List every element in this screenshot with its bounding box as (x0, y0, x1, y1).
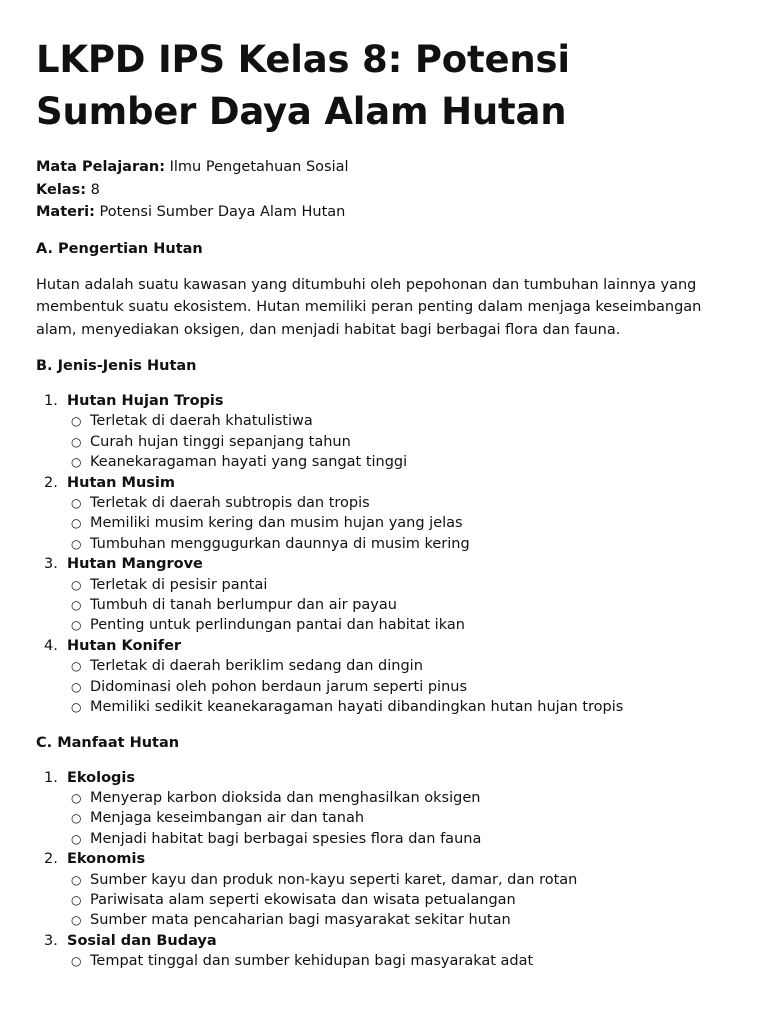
list-item (36, 391, 732, 473)
list-item-title: Sosial dan Budaya (67, 932, 217, 949)
sub-list-item (67, 870, 732, 890)
sub-list-text: Menyerap karbon dioksida dan menghasilkan oksigen (90, 789, 481, 806)
meta-label: Mata Pelajaran: (36, 159, 166, 175)
circle-bullet-icon: ○ (71, 913, 82, 928)
list-item-title: Hutan Musim (67, 474, 176, 491)
meta-value: Ilmu Pengetahuan Sosial (165, 159, 349, 175)
sub-list-item (67, 910, 732, 930)
sub-list-item (67, 534, 732, 554)
section-c-title: C. Manfaat Hutan (36, 734, 180, 751)
list-item-title: Ekonomis (67, 851, 146, 868)
sub-list-text: Pariwisata alam seperti ekowisata dan wisata petualangan (90, 891, 516, 908)
sub-list-item (67, 808, 732, 828)
sub-list-text: Terletak di daerah khatulistiwa (90, 413, 313, 430)
sub-list-text: Tumbuh di tanah berlumpur dan air payau (90, 597, 397, 614)
sub-list-text: Didominasi oleh pohon berdaun jarum seperti pinus (90, 678, 468, 695)
sub-list-text: Terletak di daerah subtropis dan tropis (90, 495, 370, 512)
section-a-title: A. Pengertian Hutan (36, 240, 203, 257)
sub-list (67, 951, 732, 971)
sub-list-item (67, 829, 732, 849)
sub-list-text: Sumber mata pencaharian bagi masyarakat sekitar hutan (90, 912, 511, 929)
list-item (36, 473, 732, 555)
circle-bullet-icon: ○ (71, 700, 82, 715)
sub-list-item (67, 890, 732, 910)
circle-bullet-icon: ○ (71, 598, 82, 613)
sub-list-text: Memiliki musim kering dan musim hujan yang jelas (90, 515, 463, 532)
sub-list (67, 656, 732, 717)
section-b-title: B. Jenis-Jenis Hutan (36, 358, 197, 374)
circle-bullet-icon: ○ (71, 679, 82, 694)
circle-bullet-icon: ○ (71, 659, 82, 674)
meta-subject (36, 156, 732, 179)
meta-value: Potensi Sumber Daya Alam Hutan (94, 204, 346, 220)
list-item-title: Ekologis (67, 769, 136, 786)
circle-bullet-icon: ○ (71, 790, 82, 805)
sub-list (67, 575, 732, 636)
sub-list-text: Memiliki sedikit keanekaragaman hayati dibandingkan hutan hujan tropis (90, 699, 624, 716)
circle-bullet-icon: ○ (71, 516, 82, 531)
sub-list-item (67, 575, 732, 595)
sub-list-text: Sumber kayu dan produk non-kayu seperti karet, damar, dan rotan (90, 871, 578, 888)
sub-list-text: Keanekaragaman hayati yang sangat tinggi (90, 454, 408, 471)
meta-topic (36, 201, 732, 224)
circle-bullet-icon: ○ (71, 536, 82, 551)
sub-list-item (67, 951, 732, 971)
sub-list-text: Terletak di pesisir pantai (90, 576, 268, 593)
meta-label: Kelas: (36, 181, 86, 198)
circle-bullet-icon: ○ (71, 434, 82, 449)
list-item (36, 636, 732, 718)
list-number: 3. (44, 556, 58, 573)
sub-list-item (67, 432, 732, 452)
sub-list-item (67, 656, 732, 676)
sub-list-item (67, 788, 732, 808)
list-number: 4. (44, 637, 58, 654)
list-item-title: Hutan Hujan Tropis (67, 393, 224, 409)
list-item-title: Hutan Mangrove (67, 556, 203, 573)
meta-label: Materi: (36, 204, 95, 220)
list-number: 3. (44, 932, 58, 949)
list-number: 2. (44, 851, 58, 868)
circle-bullet-icon: ○ (71, 455, 82, 470)
sub-list (67, 870, 732, 931)
sub-list-item (67, 452, 732, 472)
meta-value: 8 (86, 181, 100, 198)
sub-list-item (67, 513, 732, 533)
circle-bullet-icon: ○ (71, 831, 82, 846)
list-number: 1. (44, 393, 58, 409)
sub-list-text: Menjaga keseimbangan air dan tanah (90, 810, 365, 827)
forest-benefits-list (36, 768, 732, 972)
circle-bullet-icon: ○ (71, 577, 82, 592)
list-item (36, 931, 732, 972)
sub-list-text: Terletak di daerah beriklim sedang dan dingin (90, 658, 423, 675)
sub-list-text: Penting untuk perlindungan pantai dan habitat ikan (90, 617, 465, 634)
meta-grade (36, 179, 732, 202)
sub-list-text: Tempat tinggal dan sumber kehidupan bagi masyarakat adat (90, 953, 534, 970)
circle-bullet-icon: ○ (71, 618, 82, 633)
list-item (36, 768, 732, 850)
circle-bullet-icon: ○ (71, 954, 82, 969)
sub-list-item (67, 677, 732, 697)
sub-list (67, 788, 732, 849)
metadata-block (36, 156, 732, 224)
sub-list (67, 411, 732, 472)
circle-bullet-icon: ○ (71, 892, 82, 907)
circle-bullet-icon: ○ (71, 496, 82, 511)
sub-list-item (67, 411, 732, 431)
sub-list (67, 493, 732, 554)
list-item (36, 554, 732, 636)
sub-list-item (67, 493, 732, 513)
list-item-title: Hutan Konifer (67, 637, 182, 654)
page-title: LKPD IPS Kelas 8: Potensi Sumber Daya Alam Hutan (36, 38, 570, 133)
sub-list-text: Curah hujan tinggi sepanjang tahun (90, 433, 351, 450)
circle-bullet-icon: ○ (71, 414, 82, 429)
circle-bullet-icon: ○ (71, 872, 82, 887)
list-number: 1. (44, 769, 58, 786)
sub-list-item (67, 595, 732, 615)
circle-bullet-icon: ○ (71, 811, 82, 826)
forest-types-list (36, 391, 732, 718)
list-number: 2. (44, 474, 58, 491)
sub-list-item (67, 615, 732, 635)
section-a-text: Hutan adalah suatu kawasan yang ditumbuhi oleh pepohonan dan tumbuhan lainnya yang membentuk suatu ekosistem. Hutan memiliki peran penting dalam menjaga keseimbangan alam, menyediakan oksigen, dan menjadi habitat bagi berbagai flora dan fauna. (36, 276, 702, 338)
list-item (36, 849, 732, 931)
sub-list-text: Menjadi habitat bagi berbagai spesies flora dan fauna (90, 830, 482, 847)
sub-list-item (67, 697, 732, 717)
sub-list-text: Tumbuhan menggugurkan daunnya di musim kering (90, 535, 470, 552)
